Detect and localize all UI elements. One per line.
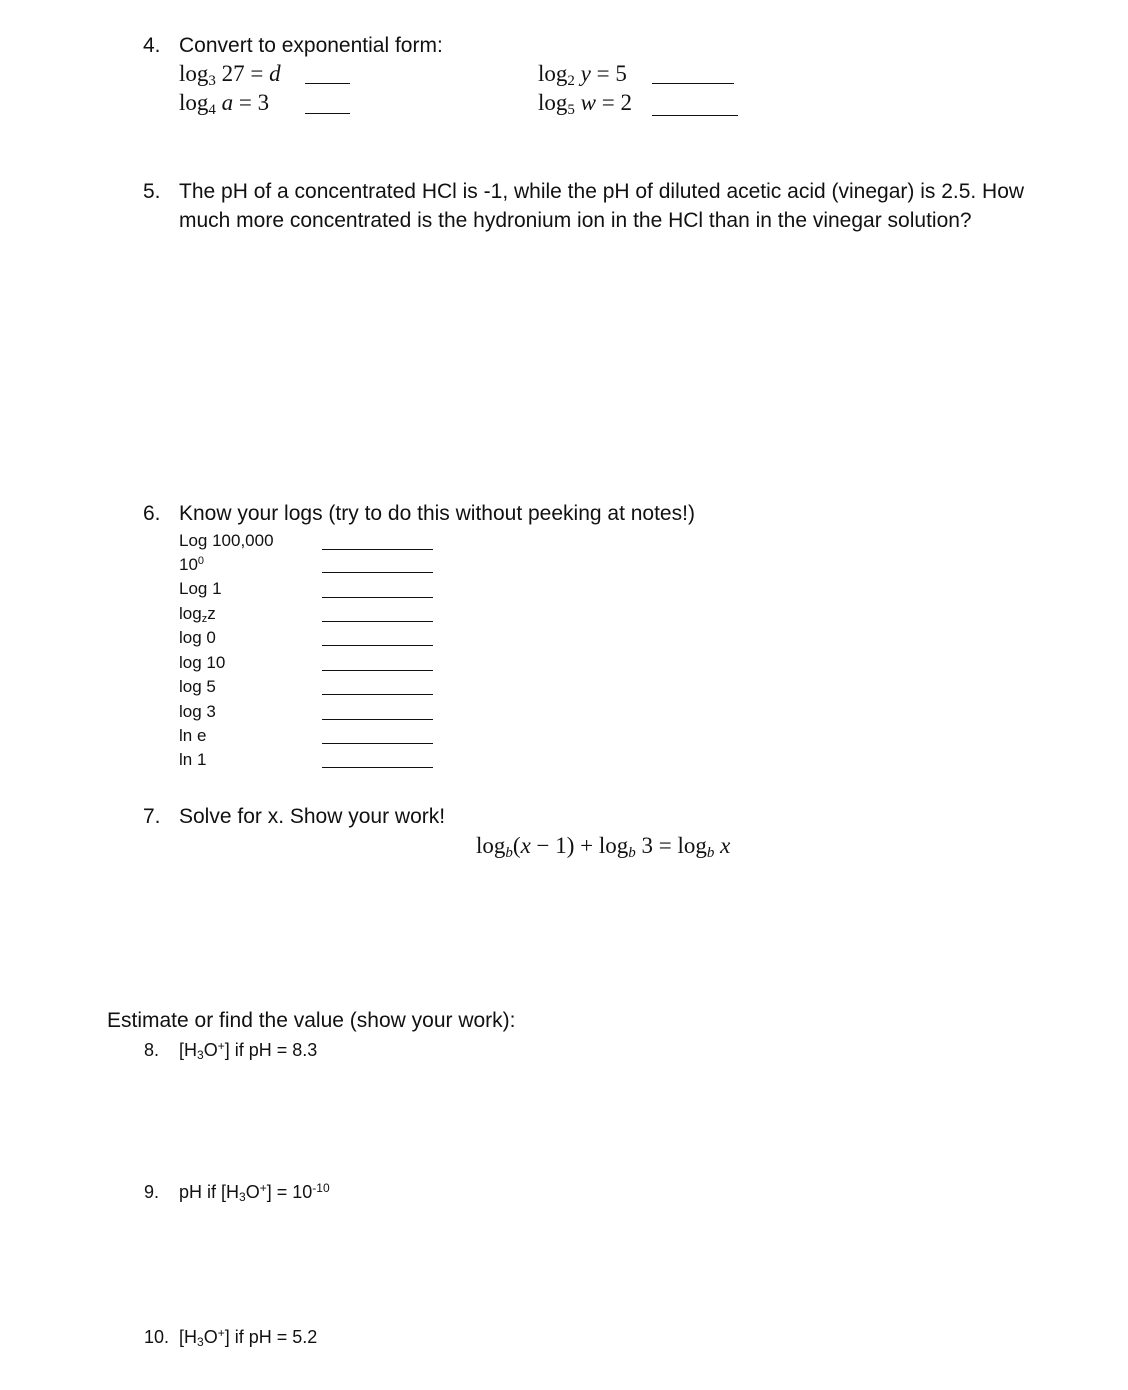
question-8-number: 8. <box>144 1040 160 1060</box>
question-9-text: pH if $[H_3O^+] = 10^{-10}$ <box>179 1181 330 1204</box>
log-item-log-1: Log 1 <box>179 579 222 598</box>
log-item-ln-1: ln 1 <box>179 750 207 769</box>
log-answer-line-6[interactable] <box>322 670 433 671</box>
question-7-prompt: Solve for x. Show your work! <box>179 805 446 828</box>
q4-item-4: $\log_5 w = 2$ <box>538 90 632 118</box>
q7-equation: $\log_b(x - 1) + \log_b 3 = \log_b x$ <box>476 833 731 861</box>
q4-answer-line-2[interactable] <box>305 113 350 114</box>
question-4-number: 4. <box>143 34 161 57</box>
q4-answer-line-1[interactable] <box>305 83 350 84</box>
question-4-prompt: Convert to exponential form: <box>179 34 443 57</box>
q4-item-1: $\log_3 27 = d$ <box>179 61 281 89</box>
question-5-number: 5. <box>143 180 161 203</box>
log-item-log-100000: Log 100,000 <box>179 531 274 550</box>
question-5-line-2: much more concentrated is the hydronium ion in the HCl than in the vinegar solution? <box>179 209 972 232</box>
estimate-heading: Estimate or find the value (show your work): <box>107 1009 516 1032</box>
question-7-number: 7. <box>143 805 161 828</box>
log-item-ten-to-zero: $10^0$ <box>179 555 205 574</box>
log-answer-line-7[interactable] <box>322 694 433 695</box>
log-answer-line-3[interactable] <box>322 597 433 598</box>
log-item-ln-e: ln e <box>179 726 207 745</box>
q4-item-3: $\log_2 y = 5$ <box>538 61 627 89</box>
log-answer-line-8[interactable] <box>322 719 433 720</box>
question-8-text: $[H_3O^+]$ if pH = 8.3 <box>179 1039 318 1062</box>
q4-item-2: $\log_4 a = 3$ <box>179 90 270 118</box>
question-6-prompt: Know your logs (try to do this without peeking at notes!) <box>179 502 695 525</box>
log-item-log-5: log 5 <box>179 677 216 696</box>
log-item-log-z-z: $\log_zz$ <box>179 604 216 625</box>
log-item-log-0: log 0 <box>179 628 216 647</box>
log-item-log-3: log 3 <box>179 702 216 721</box>
q4-answer-line-4[interactable] <box>652 115 738 116</box>
log-answer-line-2[interactable] <box>322 572 433 573</box>
question-9-number: 9. <box>144 1182 160 1202</box>
log-answer-line-10[interactable] <box>322 767 433 768</box>
question-5-line-1: The pH of a concentrated HCl is -1, while the pH of diluted acetic acid (vinegar) is 2.5. How <box>179 180 1025 203</box>
log-item-log-10: log 10 <box>179 653 226 672</box>
log-answer-line-4[interactable] <box>322 621 433 622</box>
question-6-number: 6. <box>143 502 161 525</box>
question-10-number: 10. <box>144 1327 170 1347</box>
log-answer-line-9[interactable] <box>322 743 433 744</box>
log-answer-line-5[interactable] <box>322 645 433 646</box>
log-answer-line-1[interactable] <box>322 549 433 550</box>
question-10-text: $[H_3O^+]$ if pH = 5.2 <box>179 1326 318 1349</box>
q4-answer-line-3[interactable] <box>652 83 734 84</box>
